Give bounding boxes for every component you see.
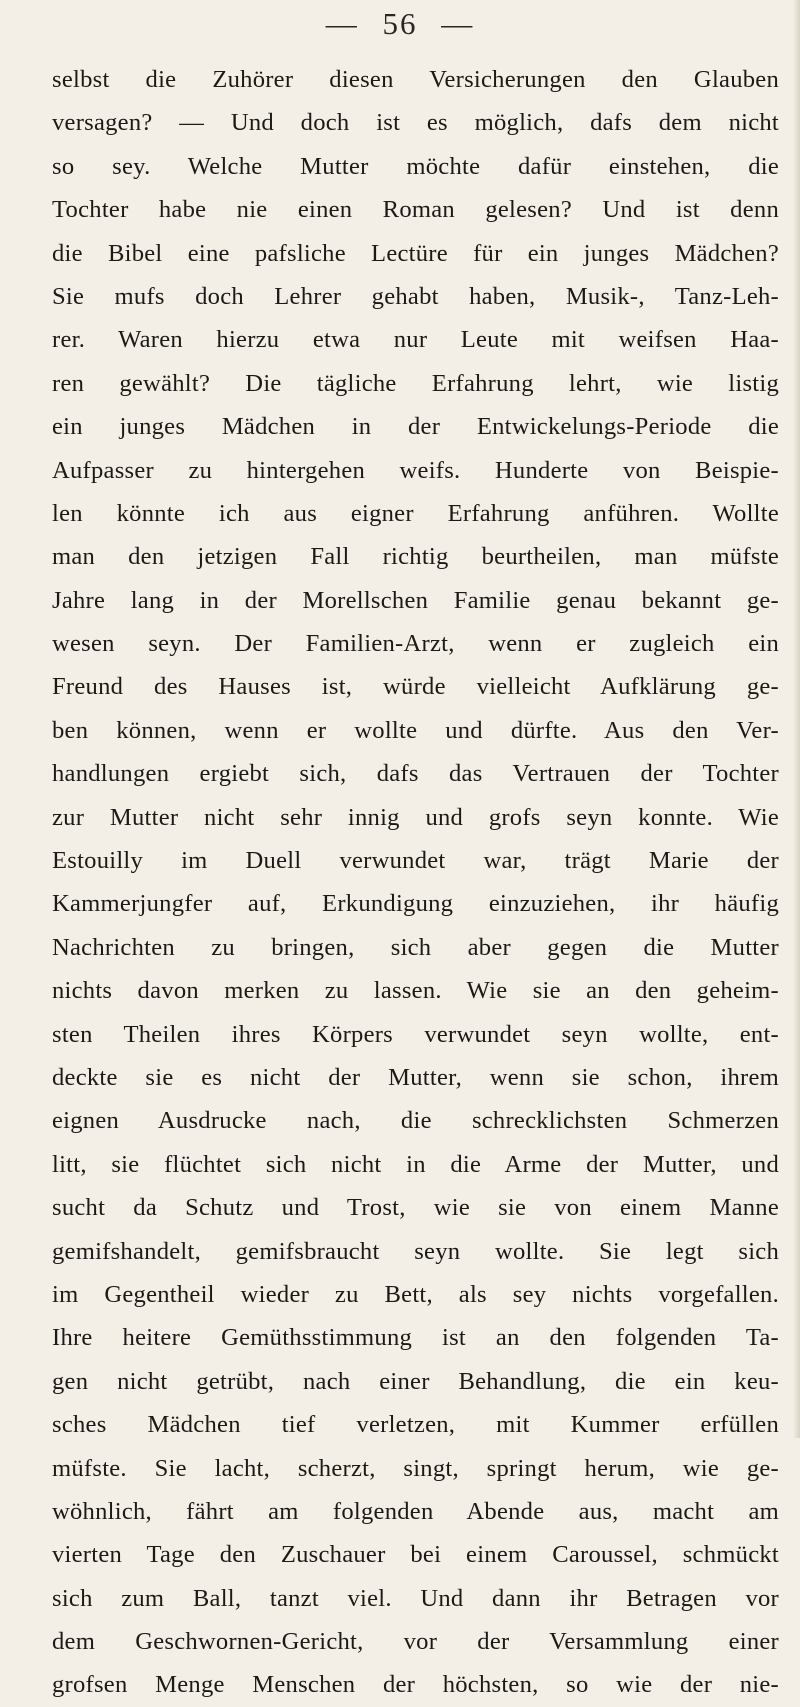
text-line: Estouilly im Duell verwundet war, trägt Marie der [52, 847, 779, 875]
text-line: im Gegentheil wieder zu Bett, als sey nichts vorgefallen. [52, 1280, 779, 1308]
text-line: ein junges Mädchen in der Entwickelungs-Periode die [52, 413, 779, 441]
text-line: rer. Waren hierzu etwa nur Leute mit weifsen Haa- [52, 326, 779, 354]
text-line: sches Mädchen tief verletzen, mit Kummer erfüllen [52, 1411, 779, 1439]
text-line: die Bibel eine pafsliche Lectüre für ein junges Mädchen? [52, 239, 779, 267]
text-line: deckte sie es nicht der Mutter, wenn sie schon, ihrem [52, 1063, 779, 1091]
text-line: Kammerjungfer auf, Erkundigung einzuziehen, ihr häufig [52, 890, 779, 918]
text-line: Sie mufs doch Lehrer gehabt haben, Musik-, Tanz-Leh- [52, 282, 779, 310]
header-dash-left: — [325, 6, 359, 41]
text-line: ren gewählt? Die tägliche Erfahrung lehrt, wie listig [52, 369, 779, 397]
text-line: eignen Ausdrucke nach, die schrecklichsten Schmerzen [52, 1107, 779, 1135]
text-line: wesen seyn. Der Familien-Arzt, wenn er zugleich ein [52, 630, 779, 658]
text-line: vierten Tage den Zuschauer bei einem Caroussel, schmückt [52, 1541, 779, 1569]
text-line: Aufpasser zu hintergehen weifs. Hunderte von Beispie- [52, 456, 779, 484]
text-line: Tochter habe nie einen Roman gelesen? Und ist denn [52, 196, 779, 224]
text-line: Nachrichten zu bringen, sich aber gegen die Mutter [52, 933, 779, 961]
text-line: ben können, wenn er wollte und dürfte. Aus den Ver- [52, 716, 779, 744]
text-line: gemifshandelt, gemifsbraucht seyn wollte. Sie legt sich [52, 1237, 779, 1265]
text-line: sich zum Ball, tanzt viel. Und dann ihr Betragen vor [52, 1584, 779, 1612]
text-line: grofsen Menge Menschen der höchsten, so wie der nie- [52, 1671, 779, 1699]
header-dash-right: — [441, 6, 475, 41]
text-line: Freund des Hauses ist, würde vielleicht Aufklärung ge- [52, 673, 779, 701]
text-line: len könnte ich aus eigner Erfahrung anführen. Wollte [52, 499, 779, 527]
text-line: so sey. Welche Mutter möchte dafür einstehen, die [52, 152, 779, 180]
text-line: wöhnlich, fährt am folgenden Abende aus, macht am [52, 1497, 779, 1525]
page-edge-shadow [793, 0, 800, 1438]
page-number: 56 [382, 6, 418, 41]
page-header [0, 6, 800, 42]
text-line: man den jetzigen Fall richtig beurtheilen, man müfste [52, 543, 779, 571]
body-text [52, 58, 779, 1707]
text-line: sucht da Schutz und Trost, wie sie von einem Manne [52, 1194, 779, 1222]
text-line: Ihre heitere Gemüthsstimmung ist an den folgenden Ta- [52, 1324, 779, 1352]
text-line: selbst die Zuhörer diesen Versicherungen den Glauben [52, 66, 779, 93]
text-line: Jahre lang in der Morellschen Familie genau bekannt ge- [52, 586, 779, 614]
text-line: handlungen ergiebt sich, dafs das Vertrauen der Tochter [52, 760, 779, 788]
text-line: litt, sie flüchtet sich nicht in die Arme der Mutter, und [52, 1150, 779, 1178]
text-line: versagen? — Und doch ist es möglich, dafs dem nicht [52, 109, 779, 137]
text-line: gen nicht getrübt, nach einer Behandlung, die ein keu- [52, 1367, 779, 1395]
text-line: müfste. Sie lacht, scherzt, singt, springt herum, wie ge- [52, 1454, 779, 1482]
text-line: dem Geschwornen-Gericht, vor der Versammlung einer [52, 1628, 779, 1656]
text-line: zur Mutter nicht sehr innig und grofs seyn konnte. Wie [52, 803, 779, 831]
text-line: nichts davon merken zu lassen. Wie sie an den geheim- [52, 977, 779, 1005]
text-line: sten Theilen ihres Körpers verwundet seyn wollte, ent- [52, 1020, 779, 1048]
